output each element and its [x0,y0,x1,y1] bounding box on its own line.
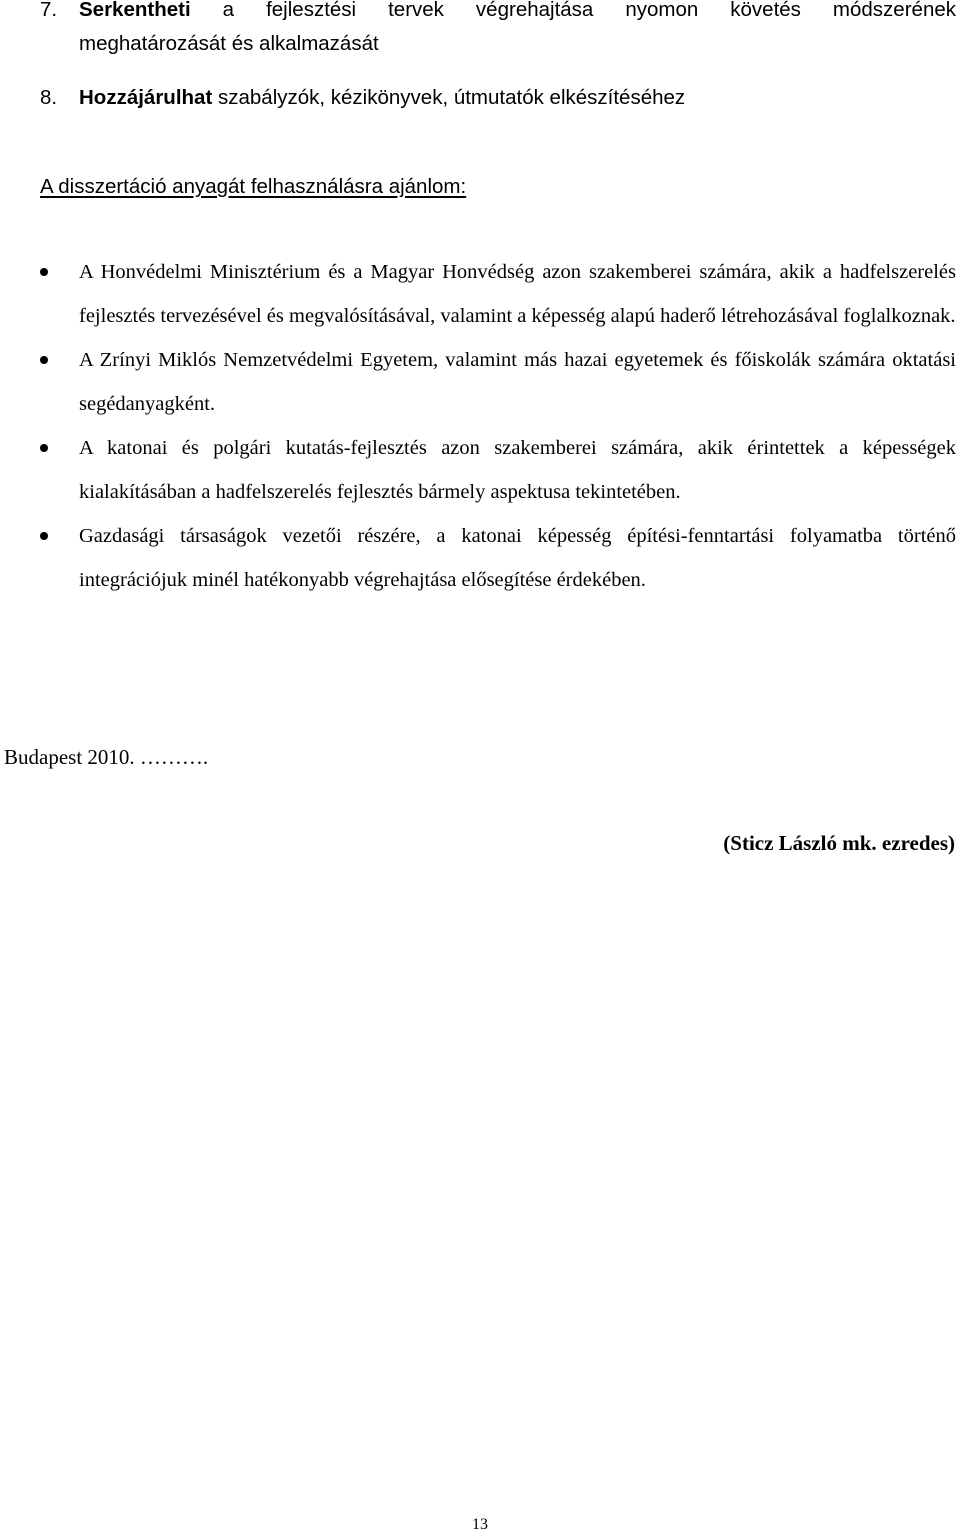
item-text: a fejlesztési tervek végrehajtása nyomon követés módszerének [222,0,956,21]
item-text: szabályzók, kézikönyvek, útmutatók elkészítéséhez [217,86,686,109]
list-item [40,338,956,426]
item-first-line [79,0,956,27]
numbered-item-8 [40,81,956,115]
list-item [40,250,956,338]
bullet-icon [40,532,48,540]
signature: (Sticz László mk. ezredes) [723,831,955,855]
list-item [40,426,956,514]
item-bold-term: Hozzájárulhat [79,86,213,109]
list-item-text: Gazdasági társaságok vezetői részére, a katonai képesség építési-fenntartási folyamatba történő integrációjuk minél hatékonyabb végrehajtása elősegítése érdekében. [79,525,956,591]
list-item-text: A Honvédelmi Minisztérium és a Magyar Honvédség azon szakemberei számára, akik a hadfelszerelés fejlesztés tervezésével és megvalósításával, valamint a képesség alapú haderő létrehozásával foglalkoznak. [79,261,956,327]
list-item [40,514,956,602]
page-number: 13 [472,1516,488,1533]
bullet-icon [40,356,48,364]
bullet-icon [40,268,48,276]
item-continuation: meghatározását és alkalmazását [79,32,379,55]
item-bold-term: Serkentheti [79,0,191,21]
item-number: 8. [40,86,58,109]
bullet-icon [40,444,48,452]
recommendation-intro: A disszertáció anyagát felhasználásra ajánlom: [40,175,467,198]
list-item-text: A Zrínyi Miklós Nemzetvédelmi Egyetem, valamint más hazai egyetemek és főiskolák számára oktatási segédanyagként. [79,349,956,415]
recommendation-list [40,250,956,602]
item-body [79,81,956,115]
item-number: 7. [40,0,58,21]
item-body [79,0,956,61]
list-item-text: A katonai és polgári kutatás-fejlesztés azon szakemberei számára, akik érintettek a képességek kialakításában a hadfelszerelés fejlesztés bármely aspektusa tekintetében. [79,437,956,503]
place-date: Budapest 2010. ………. [4,745,209,769]
numbered-item-7 [40,0,956,61]
